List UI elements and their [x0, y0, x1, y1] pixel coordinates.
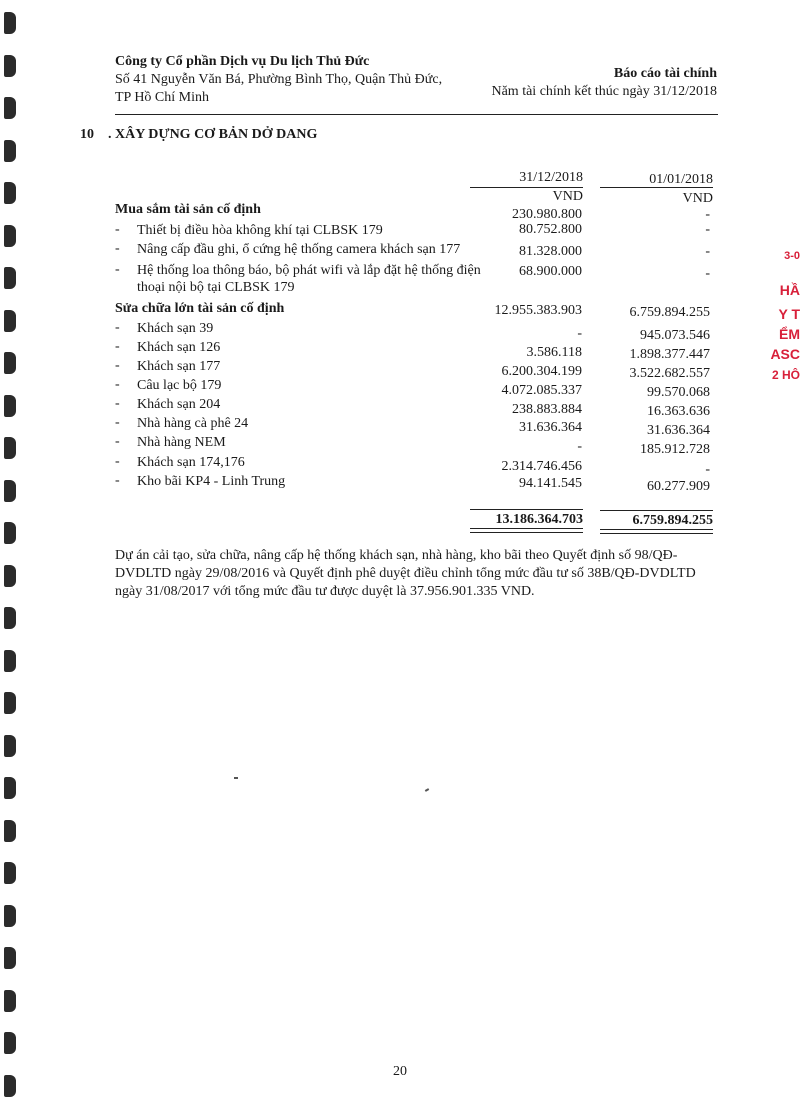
row-dash: - — [115, 454, 120, 469]
row-dash: - — [115, 262, 120, 277]
page-number: 20 — [393, 1064, 407, 1079]
row-value-2017: - — [705, 266, 710, 281]
col1-date: 31/12/2018 — [519, 170, 583, 185]
binding-ring — [4, 862, 16, 884]
table-row — [115, 241, 715, 259]
row-dash: - — [115, 473, 120, 488]
binding-ring — [4, 735, 16, 757]
total-2018: 13.186.364.703 — [495, 512, 583, 527]
row-value-2018: 68.900.000 — [519, 264, 582, 279]
row-label: Sửa chữa lớn tài sản cố định — [115, 301, 285, 316]
binding-ring — [4, 480, 16, 502]
scan-speck — [234, 777, 238, 779]
row-dash: - — [115, 339, 120, 354]
company-header — [115, 53, 442, 107]
stamp-text: ỂM — [779, 326, 800, 342]
row-dash: - — [115, 377, 120, 392]
company-address: Số 41 Nguyễn Văn Bá, Phường Bình Thọ, Quận Thủ Đức, — [115, 72, 443, 87]
row-label: Kho bãi KP4 - Linh Trung — [137, 474, 286, 489]
row-value-2018: 12.955.383.903 — [494, 303, 582, 318]
row-value-2018: - — [577, 326, 582, 341]
row-label: Khách sạn 174,176 — [137, 455, 245, 470]
row-value-2017: 31.636.364 — [647, 423, 710, 438]
row-label: Khách sạn 126 — [137, 340, 221, 355]
binding-ring — [4, 97, 16, 119]
stamp-text: 3-0 — [784, 250, 800, 262]
binding-ring — [4, 650, 16, 672]
binding-ring — [4, 820, 16, 842]
binding-ring — [4, 352, 16, 374]
col2-date: 01/01/2018 — [649, 172, 713, 187]
row-value-2017: 6.759.894.255 — [629, 305, 710, 320]
col1-header-line — [470, 187, 583, 188]
row-label: Nâng cấp đầu ghi, ổ cứng hệ thống camera khách sạn 177 — [137, 242, 461, 257]
row-value-2017: 16.363.636 — [647, 404, 710, 419]
binding-ring — [4, 225, 16, 247]
stamp-text: 2 HÔ — [771, 368, 800, 382]
row-value-2017: 3.522.682.557 — [629, 366, 710, 381]
binding-ring — [4, 607, 16, 629]
table-row — [115, 222, 715, 240]
row-label: Khách sạn 39 — [137, 321, 214, 336]
binding-ring — [4, 522, 16, 544]
table-row — [115, 434, 715, 457]
binding-ring — [4, 12, 16, 34]
row-label: Khách sạn 177 — [137, 359, 221, 374]
col2-total-double-rule — [600, 529, 713, 534]
row-dash: - — [115, 415, 120, 430]
col2-unit: VND — [682, 191, 713, 206]
report-header — [491, 65, 717, 101]
col1-total-rule — [470, 509, 583, 510]
row-value-2017: - — [705, 462, 710, 477]
row-value-2017: 1.898.377.447 — [629, 347, 710, 362]
stamp-text: ASC — [770, 346, 800, 362]
table-row — [115, 320, 715, 343]
row-dash: - — [115, 241, 120, 256]
row-value-2017: 60.277.909 — [647, 479, 710, 494]
binding-ring — [4, 947, 16, 969]
row-value-2018: 31.636.364 — [519, 420, 582, 435]
binding-ring — [4, 55, 16, 77]
table-row — [115, 454, 715, 477]
binding-ring — [4, 182, 16, 204]
row-dash: - — [115, 358, 120, 373]
report-title: Báo cáo tài chính — [613, 66, 717, 81]
binding-ring — [4, 267, 16, 289]
table-row — [115, 358, 715, 381]
row-value-2018: 230.980.800 — [512, 207, 582, 222]
table-row — [115, 339, 715, 362]
row-value-2018: 3.586.118 — [526, 345, 582, 360]
row-value-2017: - — [705, 207, 710, 222]
row-dash: - — [115, 396, 120, 411]
row-value-2018: 2.314.746.456 — [501, 459, 582, 474]
company-city: TP Hồ Chí Minh — [115, 90, 209, 105]
binding-ring — [4, 1032, 16, 1054]
fiscal-year: Năm tài chính kết thúc ngày 31/12/2018 — [491, 84, 717, 99]
table-row — [115, 377, 715, 400]
row-dash: - — [115, 434, 120, 449]
col1-unit: VND — [552, 189, 583, 204]
row-value-2017: 185.912.728 — [640, 442, 710, 457]
binding-ring — [4, 905, 16, 927]
row-value-2017: 945.073.546 — [640, 328, 710, 343]
row-value-2018: 80.752.800 — [519, 222, 582, 237]
row-label: Nhà hàng cà phê 24 — [137, 416, 249, 431]
row-value-2018: 6.200.304.199 — [501, 364, 582, 379]
table-row — [115, 415, 715, 438]
row-value-2018: 81.328.000 — [519, 244, 582, 259]
table-row — [115, 473, 715, 494]
row-dash: - — [115, 320, 120, 335]
row-value-2018: - — [577, 439, 582, 454]
section-heading: . XÂY DỰNG CƠ BẢN DỞ DANG — [108, 127, 318, 142]
header-divider — [115, 114, 718, 115]
row-label: Mua sắm tài sản cố định — [115, 202, 261, 217]
binding-ring — [4, 565, 16, 587]
binding-ring — [4, 395, 16, 417]
binding-ring — [4, 990, 16, 1012]
row-label: Câu lạc bộ 179 — [137, 378, 222, 393]
row-value-2017: - — [705, 222, 710, 237]
section-number: 10 — [80, 127, 94, 142]
row-dash: - — [115, 222, 120, 237]
col2-total-rule — [600, 510, 713, 511]
section-title — [80, 127, 317, 143]
row-value-2018: 4.072.085.337 — [501, 383, 582, 398]
binding-ring — [4, 437, 16, 459]
row-value-2018: 238.883.884 — [512, 402, 582, 417]
binding-ring — [4, 777, 16, 799]
company-name: Công ty Cổ phần Dịch vụ Du lịch Thủ Đức — [115, 54, 370, 69]
stamp-text: HẦ — [779, 282, 800, 298]
stamp-text: Y T — [778, 306, 800, 322]
note-paragraph: Dự án cải tạo, sửa chữa, nâng cấp hệ thống khách sạn, nhà hàng, kho bãi theo Quyết định số 98/QĐ-DVDLTD ngày 29/08/2016 và Quyết định phê duyệt điều chỉnh tổng mức đầu tư số 38B/QĐ-DVDLTD ngày 31/08/2017 với tổng mức đầu tư được duyệt là 37.956.901.335 VND. — [115, 548, 696, 599]
row-value-2017: 99.570.068 — [647, 385, 710, 400]
binding-ring — [4, 692, 16, 714]
binding-ring — [4, 310, 16, 332]
table-row — [115, 201, 715, 222]
table-row — [115, 300, 715, 318]
table-row — [115, 396, 715, 419]
row-value-2017: - — [705, 244, 710, 259]
red-stamp-fragment — [738, 250, 800, 385]
row-label: Nhà hàng NEM — [137, 435, 226, 450]
row-value-2018: 94.141.545 — [519, 476, 582, 491]
binding-ring — [4, 140, 16, 162]
row-label: Thiết bị điều hòa không khí tại CLBSK 179 — [137, 223, 383, 238]
col1-total-double-rule — [470, 528, 583, 533]
spiral-binding — [0, 0, 22, 1100]
row-label: Hệ thống loa thông báo, bộ phát wifi và lắp đặt hệ thống điện thoại nội bộ tại CLBSK 179 — [137, 263, 481, 295]
scan-speck — [425, 788, 429, 792]
total-2017: 6.759.894.255 — [632, 513, 713, 528]
row-label: Khách sạn 204 — [137, 397, 221, 412]
table-row — [115, 262, 715, 295]
